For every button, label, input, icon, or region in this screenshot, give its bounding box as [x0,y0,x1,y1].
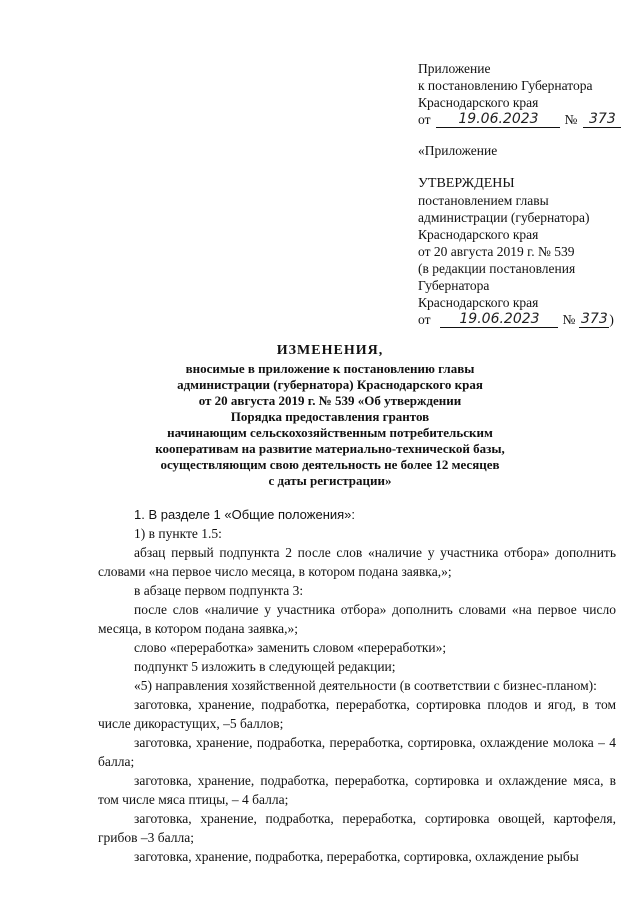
date-number-line [418,111,621,128]
title-line: от 20 августа 2019 г. № 539 «Об утверждении [198,393,462,408]
body-paragraph: в абзаце первом подпункта 3: [134,583,304,598]
approved-line: Краснодарского края [418,227,539,242]
approved-title: УТВЕРЖДЕНЫ [418,176,515,191]
appendix-line: Приложение [418,61,491,76]
document-body [98,505,616,866]
title-line: Порядка предоставления грантов [230,409,430,424]
closing-paren: ) [609,312,614,327]
approved-date-number-line [418,311,614,328]
body-paragraph: заготовка, хранение, подработка, переработка, сортировка, охлаждение молока – 4 балла; [98,735,616,769]
handwritten-date: 19.06.2023 [440,312,558,328]
title-line: вносимые в приложение к постановлению главы [185,361,475,376]
approved-line: Краснодарского края [418,295,539,310]
body-paragraph: «5) направления хозяйственной деятельности (в соответствии с бизнес-планом): [134,678,597,693]
number-label: № [562,312,576,327]
number-label: № [564,112,578,127]
body-paragraph: слово «переработка» заменить словом «переработки»; [134,640,447,655]
body-paragraph: после слов «наличие у участника отбора» дополнить словами «на первое число месяца, в котором подана заявка,»; [98,602,616,636]
title-line: с даты регистрации» [268,473,392,488]
quote-appendix: «Приложение [418,143,498,158]
body-paragraph: заготовка, хранение, подработка, переработка, сортировка и охлаждение мяса, в том числе мяса птицы, – 4 балла; [98,773,616,807]
approved-line: от 20 августа 2019 г. № 539 [418,244,575,259]
body-paragraph: заготовка, хранение, подработка, переработка, сортировка, охлаждение рыбы [134,849,579,864]
title-line: кооперативам на развитие материально-технической базы, [155,441,505,456]
title-line: администрации (губернатора) Краснодарского края [177,377,483,392]
appendix-header [418,60,621,128]
appendix-line: Краснодарского края [418,95,539,110]
body-paragraph: подпункт 5 изложить в следующей редакции; [134,659,396,674]
approved-line: администрации (губернатора) [418,210,590,225]
handwritten-date: 19.06.2023 [436,112,560,128]
body-paragraph: 1) в пункте 1.5: [134,526,222,541]
body-paragraph: заготовка, хранение, подработка, переработка, сортировка плодов и ягод, в том числе дикорастущих, –5 баллов; [98,697,616,731]
body-paragraph: заготовка, хранение, подработка, переработка, сортировка овощей, картофеля, грибов –3 балла; [98,811,616,845]
appendix-line: к постановлению Губернатора [418,78,593,93]
from-label: от [418,112,431,127]
title-line: осуществляющим свою деятельность не более 12 месяцев [160,457,500,472]
approved-line: (в редакции постановления [418,261,576,276]
body-paragraph: абзац первый подпункта 2 после слов «наличие у участника отбора» дополнить словами «на первое число месяца, в котором подана заявка,»; [98,545,616,579]
handwritten-number: 373 [583,112,621,128]
title-main: ИЗМЕНЕНИЯ, [276,343,384,358]
document-title [100,343,560,489]
title-line: начинающим сельскохозяйственным потребительским [167,425,493,440]
from-label: от [418,312,431,327]
approved-line: постановлением главы [418,193,549,208]
approved-block [418,175,614,328]
handwritten-number: 373 [581,311,608,327]
approved-line: Губернатора [418,278,490,293]
body-paragraph: 1. В разделе 1 «Общие положения»: [134,507,356,522]
